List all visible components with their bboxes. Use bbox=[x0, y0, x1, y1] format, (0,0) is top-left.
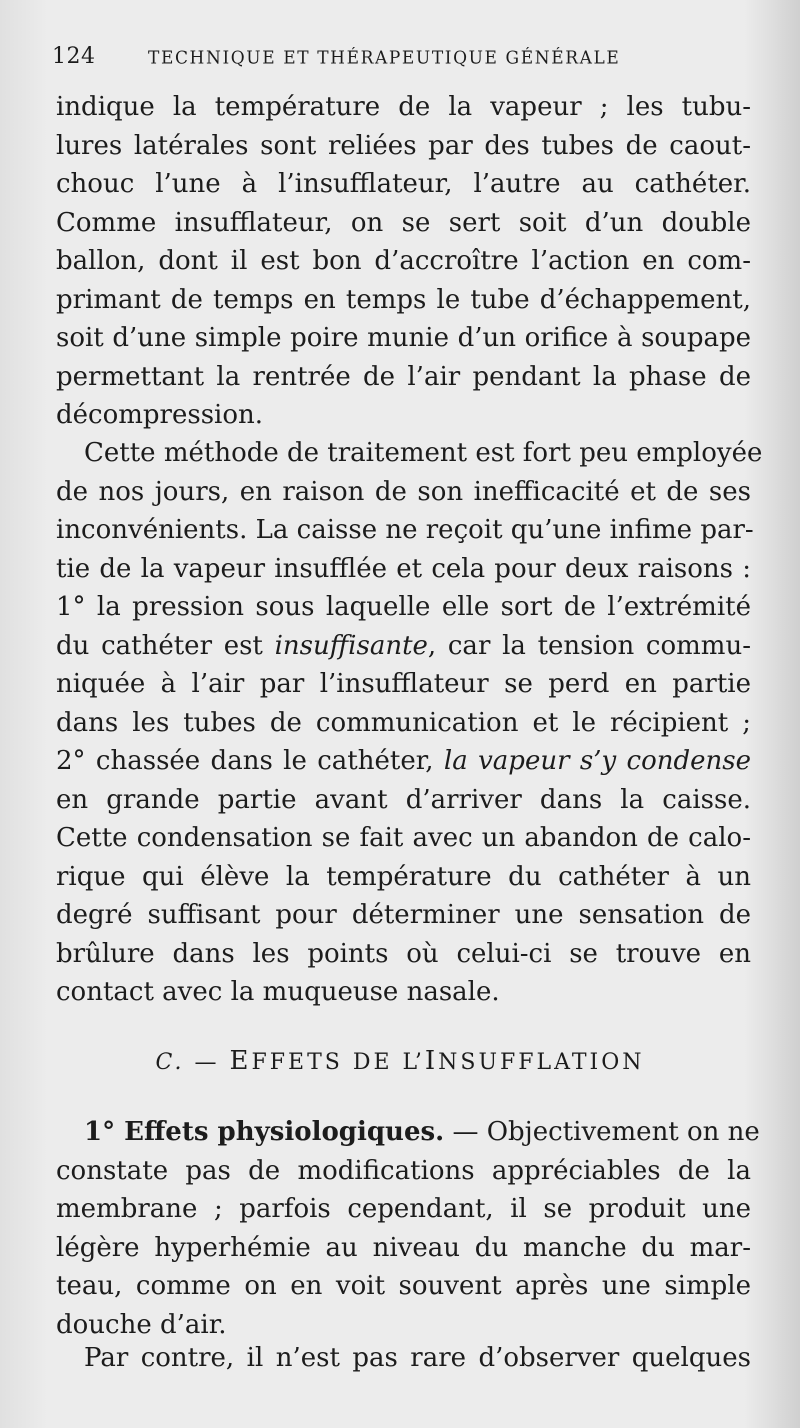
section-letter: C. bbox=[155, 1050, 185, 1075]
text-line: degré suffisant pour déterminer une sensation de bbox=[56, 900, 751, 930]
text-line: Par contre, il n’est pas rare d’observer quelques bbox=[84, 1343, 751, 1373]
text-line: légère hyperhémie au niveau du manche du mar- bbox=[56, 1232, 751, 1263]
text-line: ballon, dont il est bon d’accroître l’action en com- bbox=[56, 246, 751, 276]
section-title-initial: I bbox=[424, 1046, 439, 1076]
text-line: primant de temps en temps le tube d’échappement, bbox=[56, 284, 751, 315]
text-line: Comme insufflateur, on se sert soit d’un double bbox=[56, 207, 751, 238]
page-header bbox=[50, 44, 750, 78]
paragraph-physiological-effects bbox=[56, 1113, 760, 1344]
text-line: en grande partie avant d’arriver dans la caisse. bbox=[56, 784, 751, 815]
text-line-with-italic bbox=[56, 742, 751, 781]
text-line: décompression. bbox=[56, 400, 264, 430]
text-line: permettant la rentrée de l’air pendant la phase de bbox=[56, 361, 751, 392]
page-number: 124 bbox=[52, 44, 96, 69]
text-line: rique qui élève la température du cathéter à un bbox=[56, 861, 751, 892]
text-run: — Objectivement on ne bbox=[444, 1117, 760, 1147]
text-run: 2° chassée dans le cathéter, bbox=[56, 746, 444, 776]
run-in-heading: 1° Effets physiologiques. bbox=[84, 1117, 445, 1147]
text-line: contact avec la muqueuse nasale. bbox=[56, 977, 500, 1007]
paragraph-continues-next-page bbox=[56, 1339, 751, 1378]
text-line: brûlure dans les points où celui-ci se trouve en bbox=[56, 938, 751, 969]
text-line: constate pas de modifications appréciables de la bbox=[56, 1155, 751, 1186]
italic-run: la vapeur s’y condense bbox=[443, 746, 752, 776]
text-line: membrane ; parfois cependant, il se produit une bbox=[56, 1194, 751, 1224]
text-line: Cette méthode de traitement est fort peu employée bbox=[84, 438, 763, 468]
text-line: douche d’air. bbox=[56, 1309, 227, 1340]
text-run: du cathéter est bbox=[56, 630, 275, 661]
italic-run: insuffisante bbox=[274, 630, 428, 661]
text-line: chouc l’une à l’insufflateur, l’autre au cathéter. bbox=[56, 169, 751, 199]
text-line: de nos jours, en raison de son inefficacité et de ses bbox=[56, 476, 751, 507]
text-line: indique la température de la vapeur ; les tubu- bbox=[56, 92, 751, 122]
text-line: tie de la vapeur insufflée et cela pour deux raisons : bbox=[56, 553, 751, 584]
text-line: dans les tubes de communication et le récipient ; bbox=[56, 707, 751, 738]
paragraph-method-critique bbox=[56, 434, 763, 1012]
text-line: lures latérales sont reliées par des tubes de caout- bbox=[56, 130, 751, 161]
paragraph-continuation bbox=[56, 88, 751, 435]
text-run: , car la tension commu- bbox=[427, 630, 751, 661]
section-dash: — bbox=[184, 1050, 230, 1075]
text-line: Cette condensation se fait avec un abandon de calo- bbox=[56, 823, 751, 853]
text-line: 1° la pression sous laquelle elle sort de l’extrémité bbox=[56, 592, 751, 622]
text-line: soit d’une simple poire munie d’un orifice à soupape bbox=[56, 323, 751, 353]
section-heading bbox=[0, 1046, 800, 1076]
running-title: TECHNIQUE ET THÉRAPEUTIQUE GÉNÉRALE bbox=[148, 47, 621, 69]
section-title-part: NSUFFLATION bbox=[438, 1050, 645, 1075]
text-line-with-heading bbox=[56, 1113, 760, 1152]
section-title-part: FFETS DE L’ bbox=[251, 1050, 425, 1075]
text-line: inconvénients. La caisse ne reçoit qu’une infime par- bbox=[56, 515, 754, 545]
text-line: teau, comme on en voit souvent après une simple bbox=[56, 1271, 751, 1301]
section-title-initial: E bbox=[229, 1046, 252, 1076]
text-line-with-italic bbox=[56, 627, 751, 666]
text-line: niquée à l’air par l’insufflateur se perd en partie bbox=[56, 669, 751, 699]
